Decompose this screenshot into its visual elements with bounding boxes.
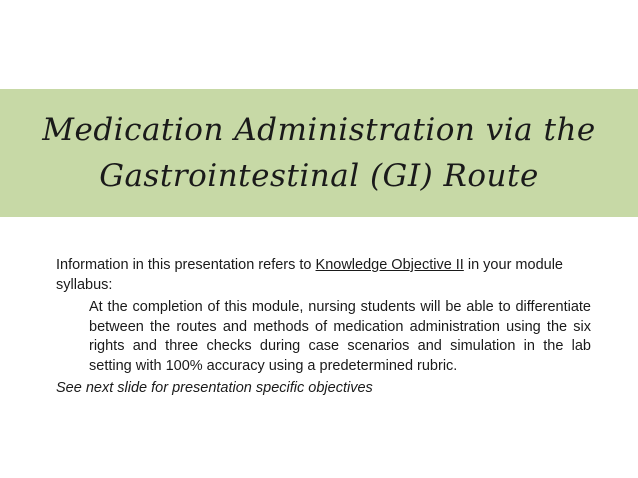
knowledge-objective-link[interactable]: Knowledge Objective II	[315, 257, 464, 273]
slide-title-line-2: Gastrointestinal (GI) Route	[99, 158, 539, 194]
intro-text-before: Information in this presentation refers to	[56, 257, 316, 273]
objective-paragraph: At the completion of this module, nursing students will be able to differentiate between the routes and methods of medication administration using the six rights and three checks during case scenarios and simulation in the lab setting with 100% accuracy using a predetermined rubric.	[89, 299, 591, 374]
slide-title-line-1: Medication Administration via the	[42, 112, 596, 148]
intro-text-after: in your module syllabus:	[56, 257, 563, 293]
next-slide-note: See next slide for presentation specific objectives	[56, 380, 373, 396]
intro-paragraph	[56, 256, 596, 295]
title-band	[0, 89, 638, 217]
slide-body	[56, 256, 596, 399]
